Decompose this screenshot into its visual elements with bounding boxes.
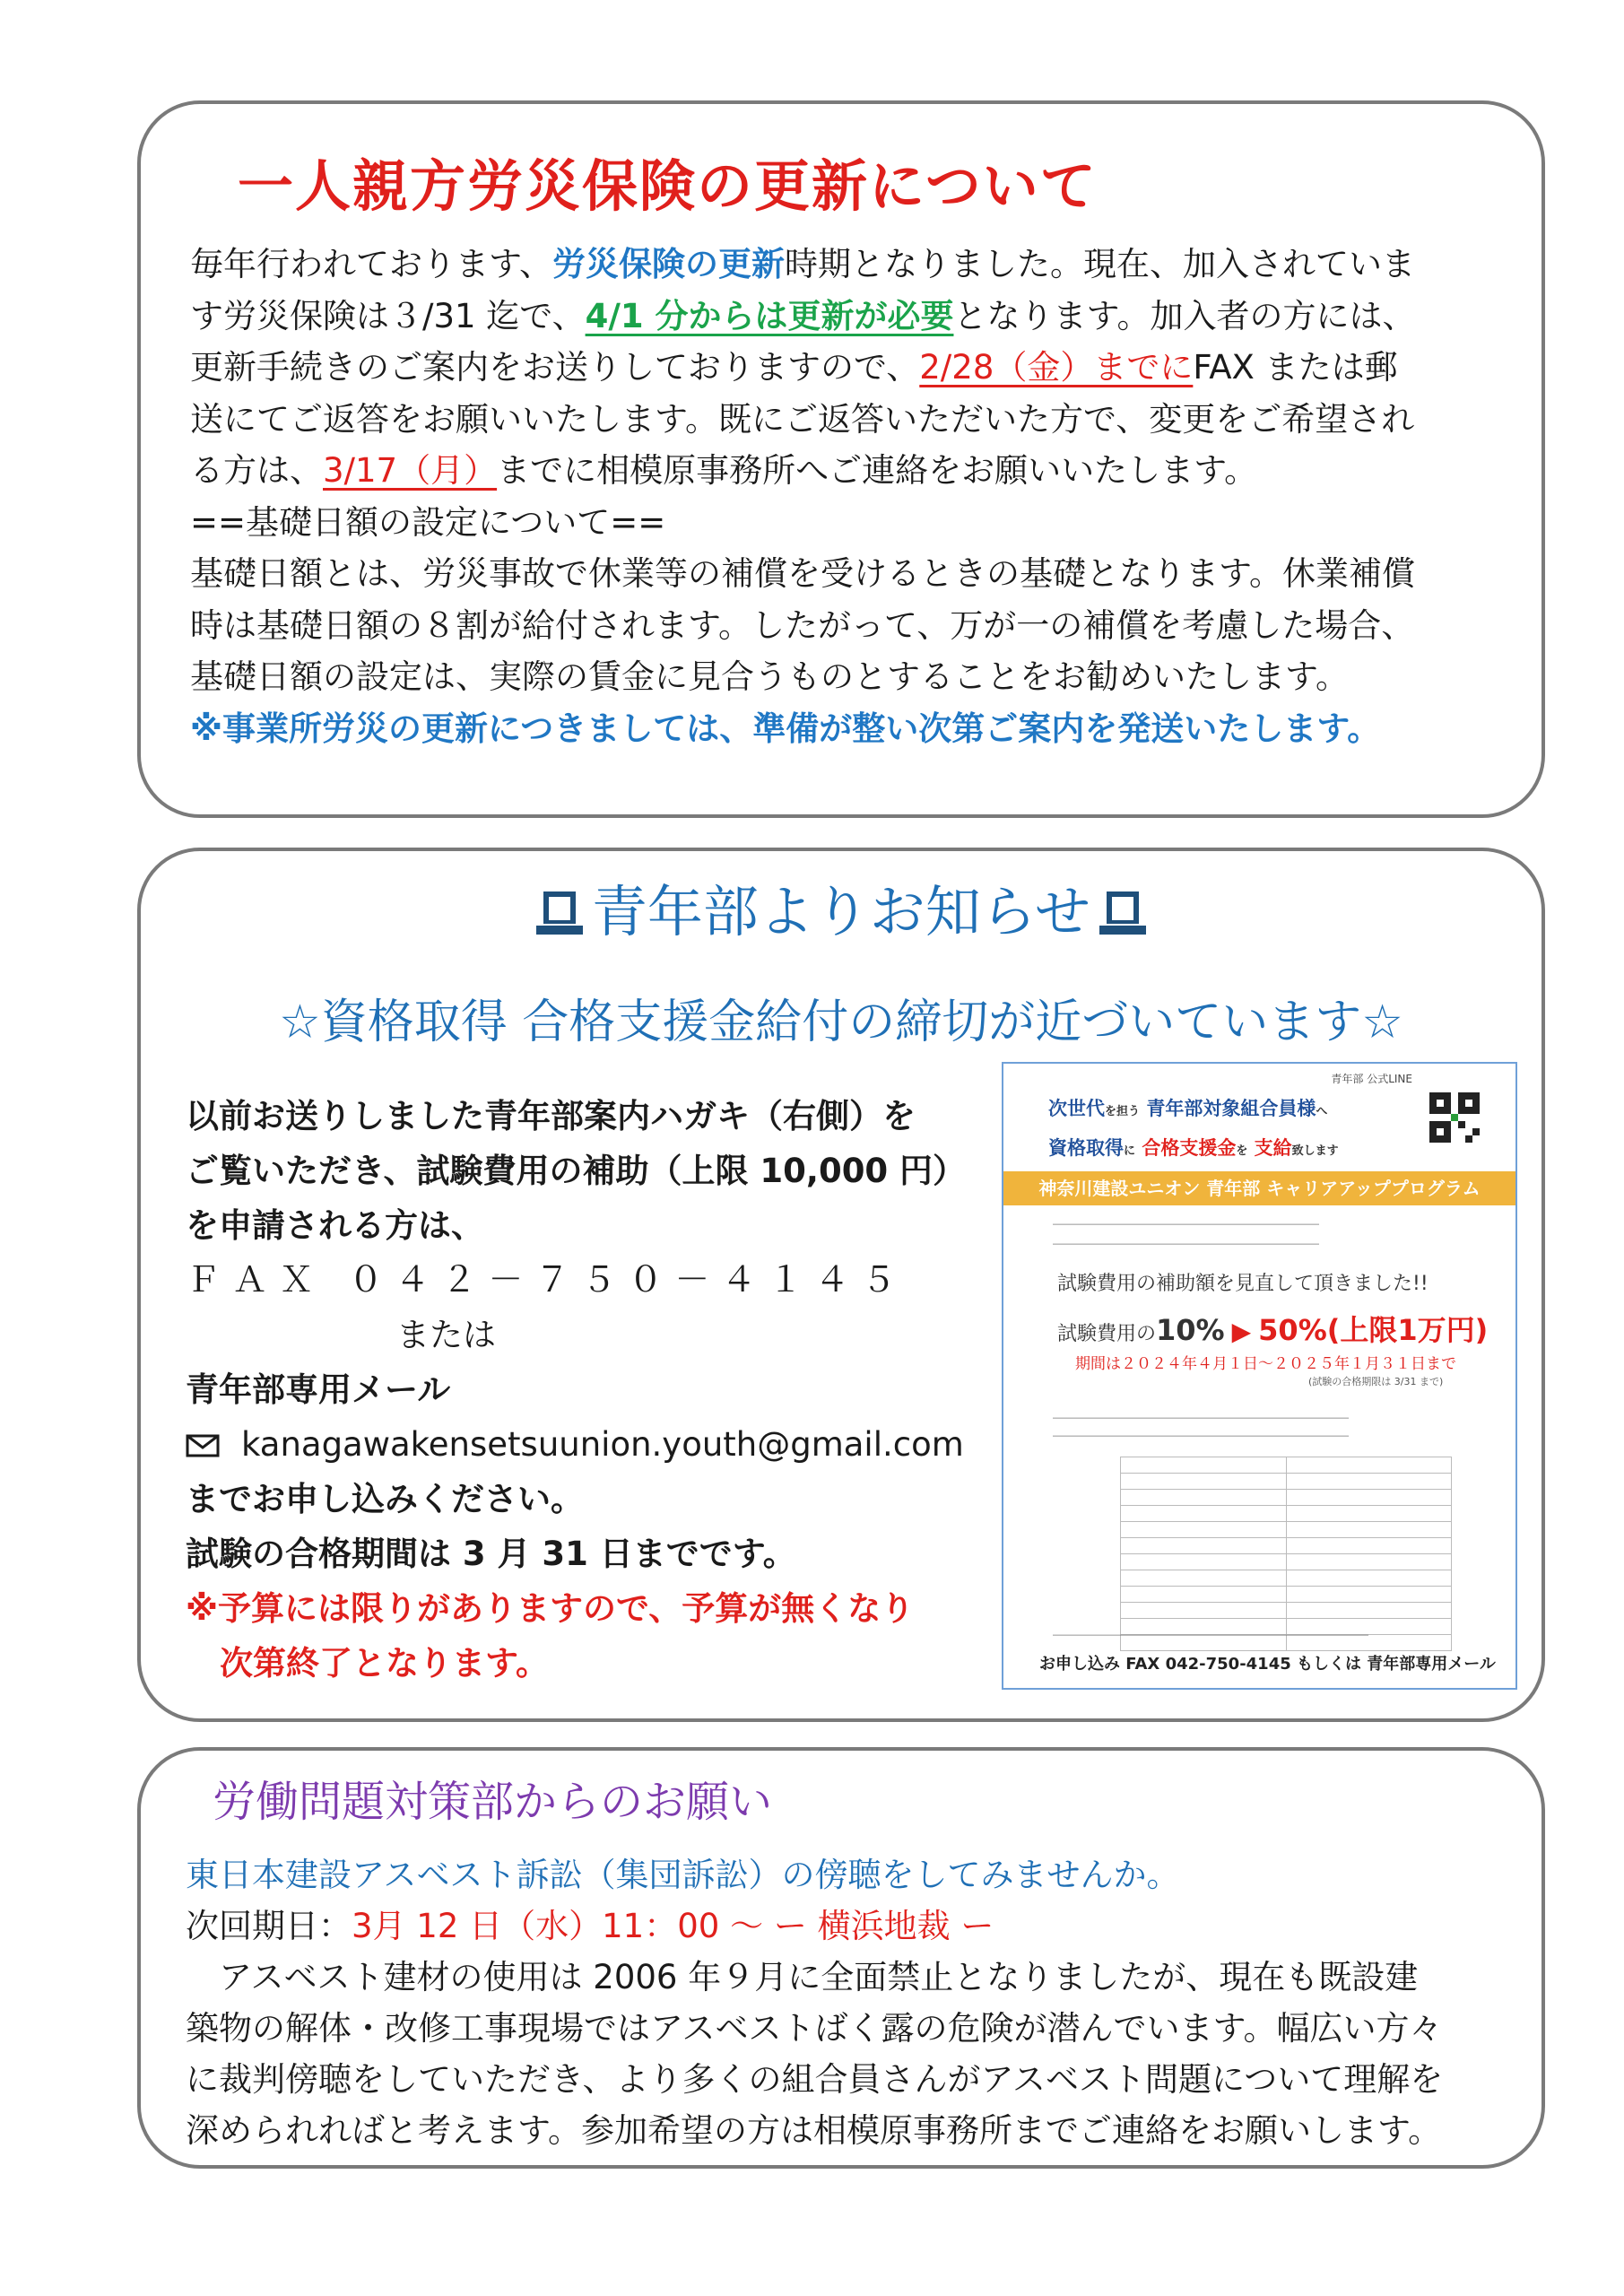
body-line: 以前お送りしました青年部案内ハガキ（右側）を: [186, 1097, 916, 1135]
body-line: までお申し込みください。: [186, 1480, 584, 1518]
highlight-text: 労災保険の更新: [552, 245, 786, 283]
monitor-icon: [1099, 890, 1146, 936]
text: となります。加入者の方には、: [953, 296, 1416, 335]
qr-code: [1429, 1092, 1480, 1143]
flyer-qualification-table: [1120, 1457, 1452, 1651]
text: す労災保険は３/31 迄で、: [190, 296, 586, 335]
fax-number: ＦＡＸ ０４２－７５０－４１４５: [186, 1260, 908, 1300]
body-line: [190, 239, 1508, 291]
body-line: を申請される方は、: [186, 1206, 484, 1245]
text: 毎年行われております、: [190, 245, 553, 283]
text: を: [1236, 1144, 1248, 1158]
warning-text: ※予算には限りがありますので、予算が無くなり: [186, 1589, 915, 1628]
deadline-text: 3/17（月）: [323, 451, 498, 490]
section-body: [186, 1849, 1513, 2156]
body-line: 試験の合格期間は 3 月 31 日までです。: [186, 1535, 796, 1573]
body-line: [190, 445, 1508, 497]
flyer-heading: [1048, 1091, 1339, 1170]
date-value: 3月 12 日（水）11：00 〜 ー 横浜地裁 ー: [352, 1907, 994, 1945]
mail-icon: [186, 1434, 220, 1457]
flyer-fine-print: ――――――――――――――――――――――――――――――: [1053, 1412, 1349, 1423]
body-line: [190, 342, 1508, 394]
section-body: [190, 239, 1508, 754]
body-line: アスベスト建材の使用は 2006 年９月に全面禁止となりましたが、現在も既設建: [219, 1958, 1419, 1996]
text: 時期となりました。現在、加入されていま: [785, 245, 1416, 283]
body-line: 基礎日額の設定は、実際の賃金に見合うものとすることをお勧めいたします。: [190, 657, 1350, 696]
body-line: 送にてご返答をお願いいたします。既にご返答いただいた方で、変更をご希望され: [190, 399, 1415, 439]
text: 合格支援金: [1142, 1137, 1237, 1159]
body-line: 深められればと考えます。参加希望の方は相模原事務所までご連絡をお願いします。: [186, 2111, 1442, 2150]
section-labor-insurance: [137, 100, 1545, 818]
flyer-fine-print: ――――――――――――――――――――――――――――――: [1053, 1430, 1349, 1441]
old-rate: 10%: [1156, 1313, 1225, 1347]
text: 試験費用の: [1057, 1323, 1157, 1345]
flyer-fine-print: ―――――――――――――――――――――――――――: [1053, 1238, 1319, 1249]
section-body: [186, 1089, 1046, 1691]
body-line: 時は基礎日額の８割が給付されます。したがって、万が一の補償を考慮した場合、: [190, 605, 1415, 645]
text: 次世代: [1048, 1098, 1105, 1119]
section-youth-notice: [137, 848, 1545, 1722]
highlight-text: 4/1 分からは更新が必要: [585, 296, 954, 335]
title-text: 青年部よりお知らせ: [591, 879, 1091, 944]
youth-flyer-image: [1002, 1062, 1517, 1690]
warning-text: 次第終了となります。: [220, 1644, 550, 1683]
text: る方は、: [190, 451, 323, 490]
line-label: 青年部 公式LINE: [1331, 1073, 1412, 1085]
body-line: ご覧いただき、試験費用の補助（上限 10,000 円）: [186, 1152, 967, 1190]
section-title: 一人親方労災保険の更新について: [238, 153, 1098, 219]
monitor-icon: [536, 890, 583, 936]
text: 致します: [1291, 1144, 1339, 1158]
section-subtitle: ☆資格取得 合格支援金給付の締切が近づいています☆: [279, 996, 1403, 1049]
date-label: 次回期日：: [186, 1907, 352, 1945]
section-title: 労働問題対策部からのお願い: [213, 1777, 773, 1827]
body-line: に裁判傍聴をしていただき、より多くの組合員さんがアスベスト問題について理解を: [186, 2060, 1444, 2099]
flyer-band: 神奈川建設ユニオン 青年部 キャリアアッププログラム: [1003, 1171, 1515, 1205]
flyer-period-note: (試験の合格期限は 3/31 まで): [1308, 1376, 1444, 1387]
email-address[interactable]: kanagawakensetsuunion.youth@gmail.com: [241, 1425, 964, 1464]
text: 青年部対象組合員様: [1146, 1098, 1316, 1119]
body-line: 築物の解体・改修工事現場ではアスベストばく露の危険が潜んでいます。幅広い方々: [186, 2009, 1443, 2048]
flyer-fine-print: ―――――――――――――――――――――――――――: [1053, 1218, 1319, 1230]
flyer-period: 期間は２０２４年４月１日〜２０２５年１月３１日まで: [1075, 1355, 1456, 1373]
date-line: [186, 1900, 1513, 1952]
subheading: ==基礎日額の設定について==: [190, 502, 666, 542]
text: 更新手続きのご案内をお送りしておりますので、: [190, 348, 920, 387]
text: FAX または郵: [1193, 348, 1398, 387]
deadline-text: 2/28（金）までに: [919, 348, 1194, 387]
text: へ: [1316, 1105, 1328, 1118]
section-title: [141, 867, 1541, 947]
flyer-fine-print: ――――――――――――――――――――――――――――――――: [1053, 1629, 1368, 1640]
body-line: [190, 291, 1508, 343]
flyer-headline: 試験費用の補助額を見直して頂きました!!: [1057, 1273, 1429, 1295]
new-rate: 50%(上限1万円): [1258, 1313, 1489, 1347]
flyer-heading-line: [1048, 1130, 1339, 1170]
note-text: ※事業所労災の更新につきましては、準備が整い次第ご案内を発送いたします。: [190, 709, 1381, 748]
text: に: [1124, 1144, 1136, 1158]
flyer-heading-line: [1048, 1091, 1339, 1130]
flyer-percent: [1057, 1308, 1488, 1349]
text: 支給: [1254, 1137, 1292, 1159]
email-line: [186, 1417, 1046, 1472]
text: までに相模原事務所へご連絡をお願いいたします。: [497, 451, 1258, 490]
section-subtitle: 東日本建設アスベスト訴訟（集団訴訟）の傍聴をしてみませんか。: [186, 1856, 1180, 1894]
section-labor-issues: [137, 1747, 1545, 2169]
body-line: 基礎日額とは、労災事故で休業等の補償を受けるときの基礎となります。休業補償: [190, 554, 1416, 593]
text: を担う: [1105, 1105, 1141, 1118]
arrow-right-icon: ▶: [1231, 1317, 1252, 1346]
flyer-footer: お申し込み FAX 042-750-4145 もしくは 青年部専用メール: [1039, 1655, 1496, 1674]
or-text: または: [396, 1316, 496, 1354]
body-line: 青年部専用メール: [186, 1370, 451, 1409]
text: 資格取得: [1048, 1137, 1124, 1159]
